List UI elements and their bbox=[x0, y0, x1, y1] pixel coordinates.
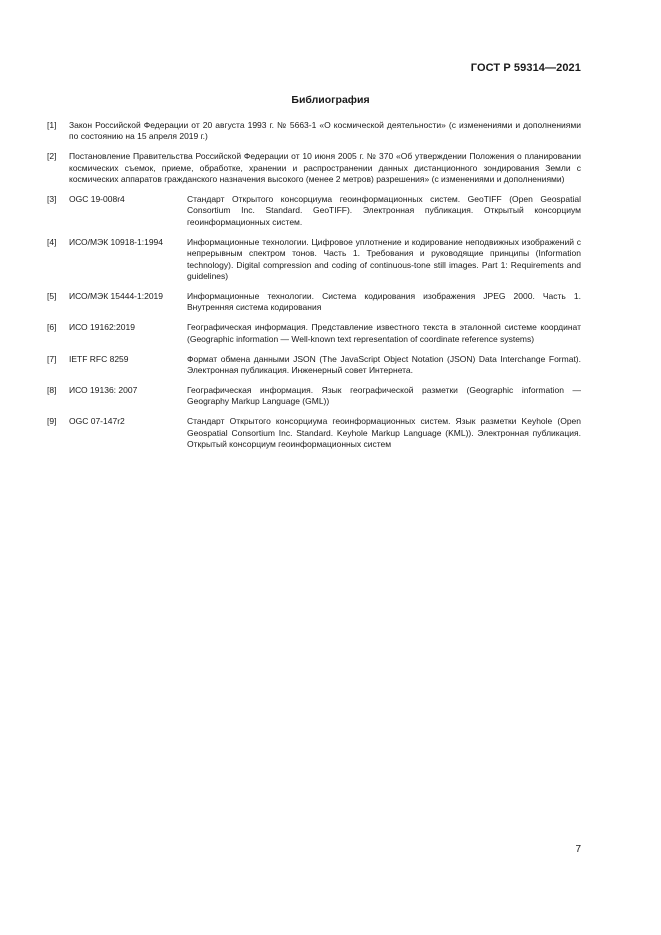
entry-number: [4] bbox=[47, 236, 57, 247]
bibliography-entry-1 bbox=[47, 120, 581, 143]
bibliography-entry-3 bbox=[47, 194, 581, 228]
entry-code: OGC 19-008r4 bbox=[69, 194, 125, 205]
entry-text: Формат обмена данными JSON (The JavaScript Object Notation (JSON) Data Interchange Format). Электронная публикация. Инженерный совет Интернета. bbox=[187, 353, 581, 375]
entry-number: [7] bbox=[47, 353, 57, 364]
entry-code: ИСО 19162:2019 bbox=[69, 322, 135, 333]
entry-code: ИСО/МЭК 15444-1:2019 bbox=[69, 290, 164, 301]
entry-text: Информационные технологии. Цифровое уплотнение и кодирование неподвижных изображений с непрерывным спектром тонов. Часть 1. Требования и руководящие принципы (Information technology). Digital compression and coding of continuous-tone still images. Part 1: Requirements and guidelines) bbox=[187, 236, 581, 281]
section-title: Библиография bbox=[291, 94, 370, 106]
bibliography-entry-8 bbox=[47, 385, 581, 408]
entry-code: IETF RFC 8259 bbox=[69, 353, 129, 364]
entry-text: Географическая информация. Язык географической разметки (Geographic information — Geography Markup Language (GML)) bbox=[187, 384, 581, 407]
bibliography-entry-5 bbox=[47, 291, 581, 314]
entry-number: [9] bbox=[47, 416, 57, 427]
bibliography-list bbox=[47, 120, 581, 459]
bibliography-entry-9 bbox=[47, 416, 581, 450]
bibliography-entry-7 bbox=[47, 354, 581, 377]
page-number: 7 bbox=[575, 844, 581, 855]
entry-text: Закон Российской Федерации от 20 августа 1993 г. № 5663-1 «О космической деятельности» (с изменениями и дополнениями по состоянию на 15 апреля 2019 г.) bbox=[69, 120, 581, 142]
entry-number: [1] bbox=[47, 120, 57, 130]
entry-code: ИСО 19136: 2007 bbox=[69, 384, 138, 395]
entry-text: Информационные технологии. Система кодирования изображения JPEG 2000. Часть 1. Внутренняя система кодирования bbox=[187, 290, 581, 313]
entry-number: [5] bbox=[47, 290, 57, 301]
entry-number: [8] bbox=[47, 384, 57, 395]
entry-text: Стандарт Открытого консорциума геоинформационных систем. Язык разметки Keyhole (Open Geospatial Consortium Inc. Standard. Keyhole Markup Language (KML)). Электронная публикация. Открытый консорциум геоинформационных систем bbox=[187, 416, 581, 449]
bibliography-entry-6 bbox=[47, 322, 581, 345]
entry-text: Постановление Правительства Российской Федерации от 10 июня 2005 г. № 370 «Об утверждении Положения о планировании космических съемок, приеме, обработке, хранении и распространении данных дистанционного зондирования Земли с космических аппаратов гражданского назначения высокого (менее 2 метров) разрешения» (с изменениями и дополнениями) bbox=[69, 151, 581, 185]
entry-text: Географическая информация. Представление известного текста в эталонной системе координат (Geographic information — Well-known text representation of coordinate reference systems) bbox=[187, 322, 581, 344]
entry-text: Стандарт Открытого консорциума геоинформационных систем. GeoTIFF (Open Geospatial Consortium Inc. Standard. GeoTIFF). Электронная публикация. Открытый консорциум геоинформационных систем. bbox=[187, 194, 581, 227]
entry-code: ИСО/МЭК 10918-1:1994 bbox=[69, 236, 164, 247]
entry-code: OGC 07-147r2 bbox=[69, 416, 125, 427]
bibliography-entry-2 bbox=[47, 151, 581, 185]
entry-number: [6] bbox=[47, 322, 57, 333]
bibliography-entry-4 bbox=[47, 237, 581, 283]
document-id: ГОСТ Р 59314—2021 bbox=[470, 62, 581, 74]
entry-number: [2] bbox=[47, 151, 57, 162]
entry-number: [3] bbox=[47, 194, 57, 205]
